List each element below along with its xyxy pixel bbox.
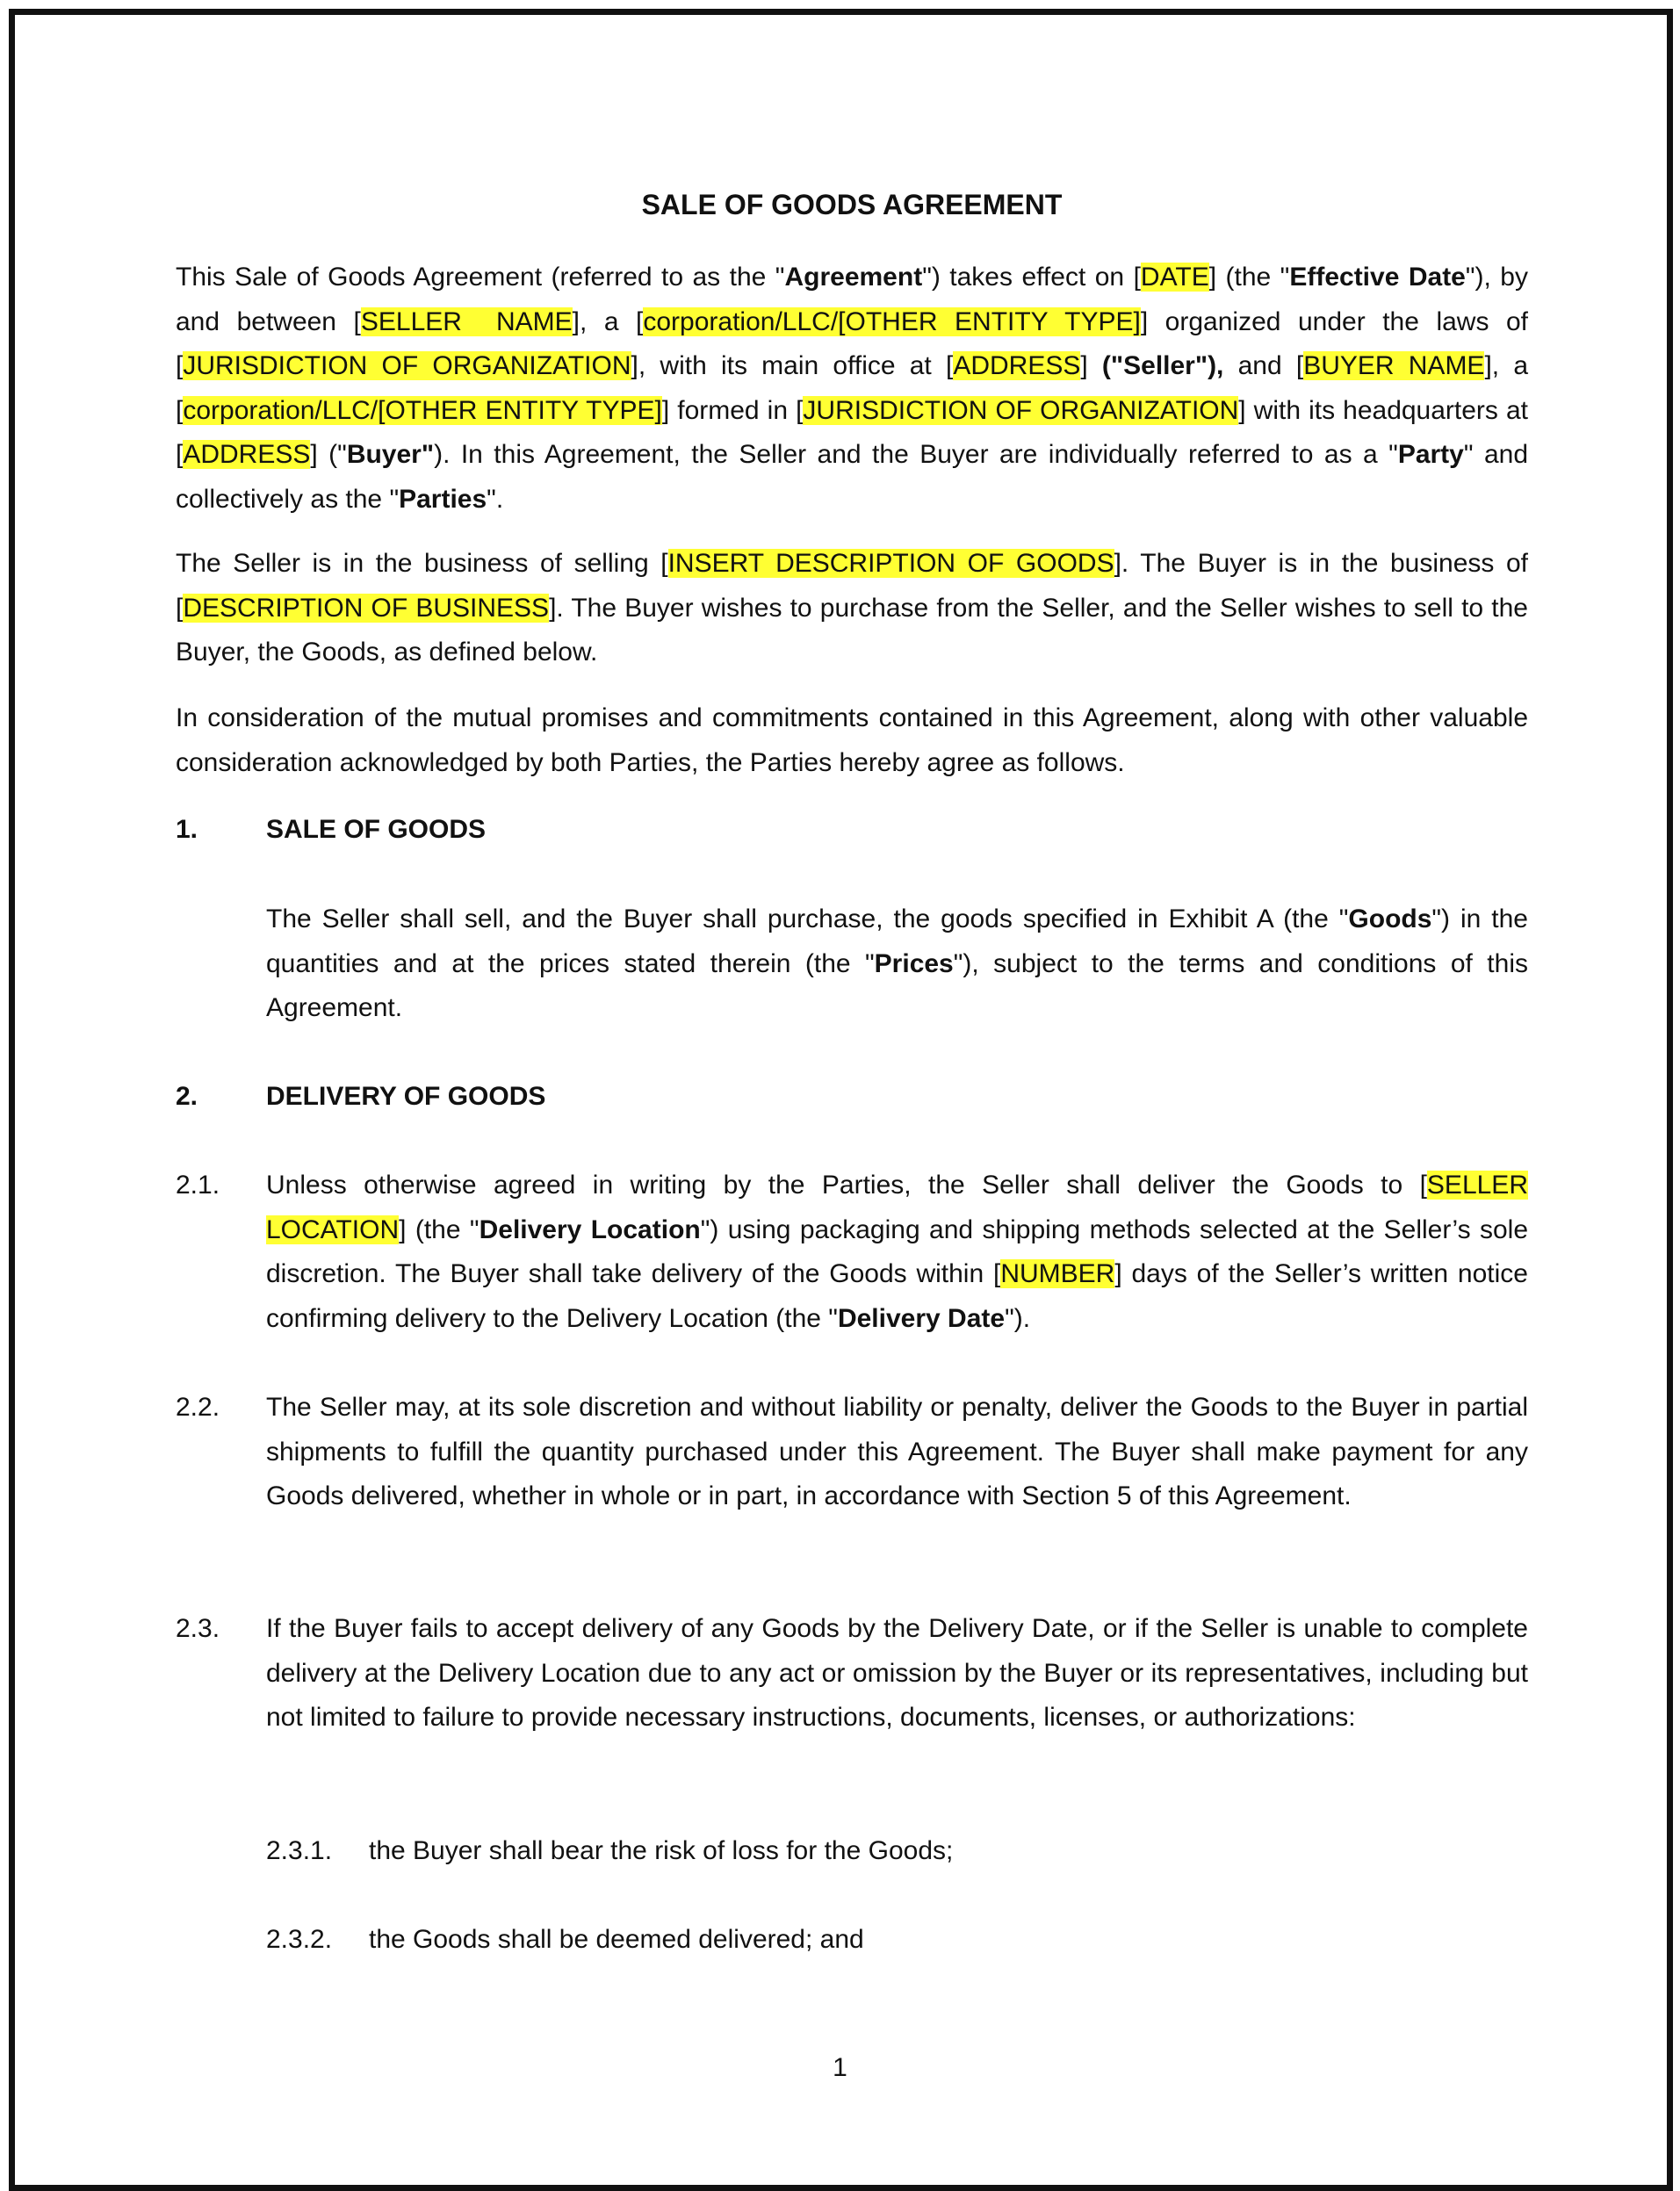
clause-number: 2.2.	[176, 1393, 220, 1422]
page-number: 1	[833, 2053, 847, 2082]
section-title: DELIVERY OF GOODS	[266, 1082, 546, 1111]
section-title: SALE OF GOODS	[266, 815, 487, 844]
placeholder-buyer-address: ADDRESS	[183, 440, 311, 469]
subclause-number: 2.3.1.	[266, 1836, 333, 1865]
placeholder-buyer-entity-type: corporation/LLC/[OTHER ENTITY TYPE]	[183, 395, 662, 425]
placeholder-date: DATE	[1140, 263, 1209, 292]
placeholder-business-description: DESCRIPTION OF BUSINESS	[183, 593, 550, 623]
section-1-heading	[176, 808, 1528, 852]
clause-2-2-text: The Seller may, at its sole discretion and without liability or penalty, deliver the Goods to the Buyer in partial shipments to fulfill the quantity purchased under this Agreement. The Buyer shall make payment for any Goods delivered, whether in whole or in part, in accordance with Section 5 of this Agreement.	[266, 1393, 1528, 1510]
placeholder-goods-description: INSERT DESCRIPTION OF GOODS	[667, 549, 1114, 578]
clause-number: 2.1.	[176, 1171, 220, 1200]
background-paragraph: The Seller is in the business of selling [INSERT DESCRIPTION OF GOODS]. The Buyer is in the business of [DESCRIPTION OF BUSINESS]. The Buyer wishes to purchase from the Seller, and the Seller wishes to sell to the Buyer, the Goods, as defined below.	[176, 549, 1528, 667]
section-number: 1.	[176, 815, 198, 844]
clause-2-3-text: If the Buyer fails to accept delivery of any Goods by the Delivery Date, or if the Seller is unable to complete delivery at the Delivery Location due to any act or omission by the Buyer or its representatives, including but not limited to failure to provide necessary instructions, documents, licenses, or authorizations:	[266, 1614, 1528, 1732]
placeholder-seller-entity-type: corporation/LLC/[OTHER ENTITY TYPE]	[643, 306, 1141, 336]
subclause-number: 2.3.2.	[266, 1925, 333, 1954]
clause-number: 2.3.	[176, 1614, 220, 1643]
placeholder-number: NUMBER	[1000, 1259, 1115, 1288]
section-2-heading	[176, 1075, 1528, 1119]
subclause-2-3-1-text: the Buyer shall bear the risk of loss for the Goods;	[369, 1836, 954, 1865]
placeholder-seller-name: SELLER NAME	[360, 306, 573, 336]
placeholder-seller-jurisdiction: JURISDICTION OF ORGANIZATION	[183, 351, 631, 380]
placeholder-buyer-jurisdiction: JURISDICTION OF ORGANIZATION	[803, 395, 1239, 425]
intro-paragraph: This Sale of Goods Agreement (referred to as the "Agreement") takes effect on [DATE] (the "Effective Date"), by and between [SELLER NAME], a [corporation/LLC/[OTHER ENTITY TYPE]] organized under the laws of [JURISDICTION OF ORGANIZATION], with its main office at [ADDRESS] ("Seller"), and [BUYER NAME], a [corporation/LLC/[OTHER ENTITY TYPE]] formed in [JURISDICTION OF ORGANIZATION] with its headquarters at [ADDRESS] ("Buyer"). In this Agreement, the Seller and the Buyer are individually referred to as a "Party" and collectively as the "Parties".	[176, 263, 1529, 514]
placeholder-seller-location: SELLER LOCATION	[266, 1171, 1528, 1244]
consideration-paragraph: In consideration of the mutual promises and commitments contained in this Agreement, along with other valuable consideration acknowledged by both Parties, the Parties hereby agree as follows.	[176, 703, 1528, 777]
placeholder-seller-address: ADDRESS	[953, 351, 1081, 380]
section-number: 2.	[176, 1082, 198, 1111]
section-1-text: The Seller shall sell, and the Buyer shall purchase, the goods specified in Exhibit A (the "Goods") in the quantities and at the prices stated therein (the "Prices"), subject to the terms and conditions of this Agreement.	[266, 905, 1528, 1022]
clause-2-1-text: Unless otherwise agreed in writing by the Parties, the Seller shall deliver the Goods to [SELLER LOCATION] (the "Delivery Location") using packaging and shipping methods selected at the Seller’s sole discretion. The Buyer shall take delivery of the Goods within [NUMBER] days of the Seller’s written notice confirming delivery to the Delivery Location (the "Delivery Date").	[266, 1171, 1528, 1333]
placeholder-buyer-name: BUYER NAME	[1303, 351, 1485, 380]
document-title: SALE OF GOODS AGREEMENT	[641, 189, 1063, 220]
subclause-2-3-2-text: the Goods shall be deemed delivered; and	[369, 1925, 864, 1954]
document-page	[9, 9, 1673, 2191]
